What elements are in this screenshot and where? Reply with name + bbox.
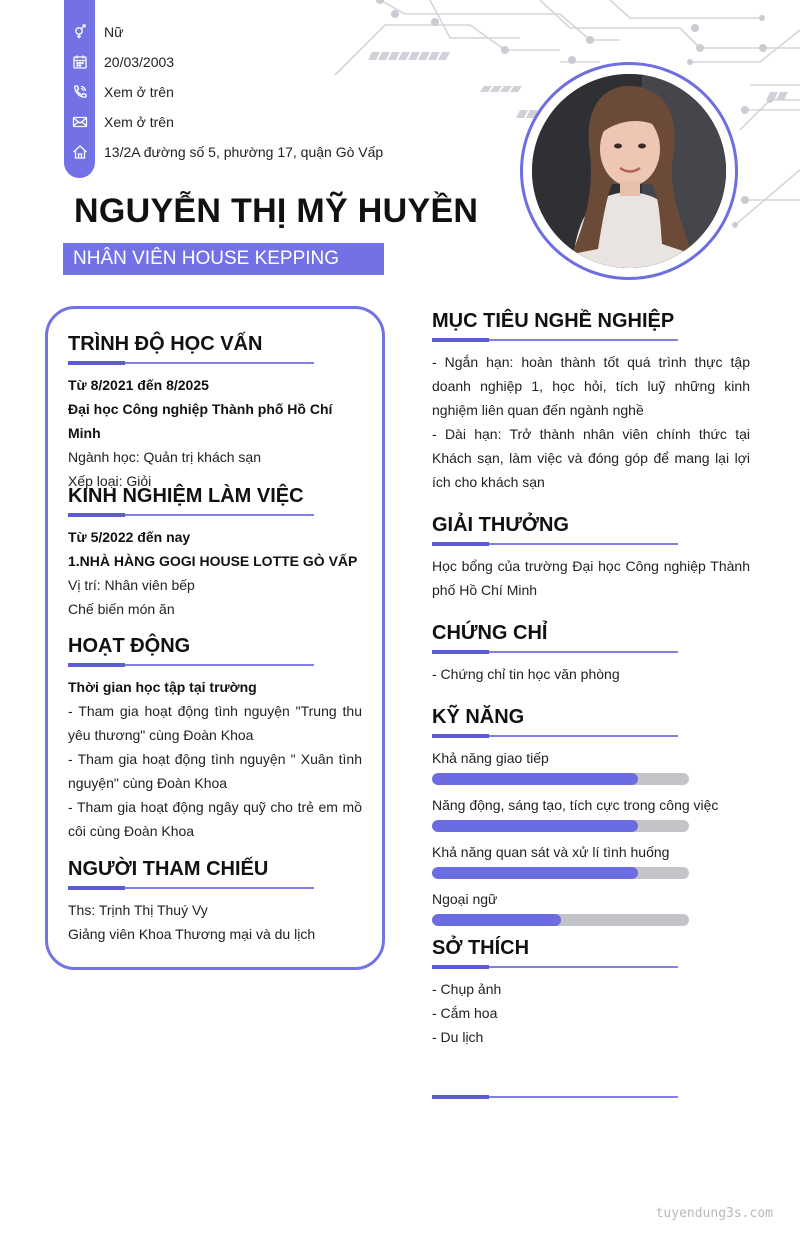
section-underline [432,543,678,545]
address-value: 13/2A đường số 5, phường 17, quận Gò Vấp [104,144,384,160]
phone-value: Xem ở trên [104,84,174,100]
skill-bar [432,820,689,832]
skill-level-fill [432,820,638,832]
contact-address [64,140,383,164]
section-underline [432,339,678,341]
certificates-title: CHỨNG CHỈ [432,622,548,644]
objective-short-term: - Ngắn hạn: hoàn thành tốt quá trình thực tập doanh nghiệp 1, học hỏi, tích luỹ những kinh nghiệm liên quan đến ngành nghề [432,354,750,418]
activity-item: - Tham gia hoạt động ngây quỹ cho trẻ em mồ côi cùng Đoàn Khoa [68,799,362,839]
mail-icon [64,110,95,134]
education-school: Đại học Công nghiệp Thành phố Hồ Chí Minh [68,401,333,441]
watermark: tuyendung3s.com [655,1206,773,1221]
activities-title: HOẠT ĐỘNG [68,635,191,657]
skill-level-fill [432,773,638,785]
experience-company: 1.NHÀ HÀNG GOGI HOUSE LOTTE GÒ VẤP [68,553,358,569]
footer-divider [432,1096,678,1098]
reference-name: Ths: Trịnh Thị Thuý Vy [68,902,208,918]
skill-label: Khả năng giao tiếp [432,750,549,766]
education-period: Từ 8/2021 đến 8/2025 [68,377,209,393]
section-underline [432,966,678,968]
section-underline [68,664,314,666]
education-section [68,331,362,493]
home-icon [64,140,95,164]
education-title: TRÌNH ĐỘ HỌC VẤN [68,333,263,355]
skill-bar [432,773,689,785]
experience-task: Chế biến món ăn [68,601,175,617]
skill-label: Khả năng quan sát và xử lí tình huống [432,844,670,860]
objective-long-term: - Dài hạn: Trở thành nhân viên chính thức tại Khách sạn, làm việc và đóng góp để mang lại lợi ích cho khách sạn [432,426,750,490]
phone-icon [64,80,95,104]
activities-section [68,633,362,843]
awards-text: Học bổng của trường Đại học Công nghiệp Thành phố Hồ Chí Minh [432,558,750,598]
job-title: NHÂN VIÊN HOUSE KEPPING [63,243,384,275]
skill-level-fill [432,914,561,926]
hobbies-section [432,935,750,1049]
experience-position: Vị trí: Nhân viên bếp [68,577,195,593]
calendar-icon [64,50,95,74]
contact-email [64,110,174,134]
skill-label: Năng động, sáng tạo, tích cực trong công việc [432,797,719,813]
experience-period: Từ 5/2022 đến nay [68,529,191,545]
certificates-section [432,620,750,686]
hobby-item: - Cắm hoa [432,1005,498,1021]
objective-title: MỤC TIÊU NGHỀ NGHIỆP [432,310,675,332]
skill-level-fill [432,867,638,879]
activity-item: - Tham gia hoạt động tình nguyện "Trung thu yêu thương" cùng Đoàn Khoa [68,703,362,743]
contact-gender [64,20,123,44]
hobby-item: - Chụp ảnh [432,981,502,997]
hobbies-title: SỞ THÍCH [432,937,530,959]
reference-role: Giảng viên Khoa Thương mại và du lịch [68,926,316,942]
skill-label: Ngoại ngữ [432,891,498,907]
contact-phone [64,80,174,104]
activities-heading: Thời gian học tập tại trường [68,679,257,695]
skill-bar [432,867,689,879]
gender-icon [64,20,95,44]
section-underline [68,514,314,516]
section-underline [68,887,314,889]
email-value: Xem ở trên [104,114,174,130]
skills-section [432,704,750,936]
candidate-name: NGUYỄN THỊ MỸ HUYỀN [74,192,479,230]
objective-section [432,308,750,494]
gender-value: Nữ [104,24,124,40]
contact-birthday [64,50,174,74]
education-major: Ngành học: Quản trị khách sạn [68,449,262,465]
reference-title: NGƯỜI THAM CHIẾU [68,858,269,880]
awards-section [432,512,750,602]
awards-title: GIẢI THƯỞNG [432,514,569,536]
birthday-value: 20/03/2003 [104,54,175,70]
section-underline [432,735,678,737]
section-underline [68,362,314,364]
section-underline [432,651,678,653]
certificate-item: - Chứng chỉ tin học văn phòng [432,666,620,682]
experience-section [68,483,362,621]
experience-title: KINH NGHIỆM LÀM VIỆC [68,485,304,507]
reference-section [68,856,362,946]
education-grade: Xếp loại: Giỏi [68,473,152,489]
hobby-item: - Du lịch [432,1029,484,1045]
avatar [532,74,726,268]
skills-title: KỸ NĂNG [432,706,525,728]
activity-item: - Tham gia hoạt động tình nguyện " Xuân tình nguyện" cùng Đoàn Khoa [68,751,362,791]
skill-bar [432,914,689,926]
